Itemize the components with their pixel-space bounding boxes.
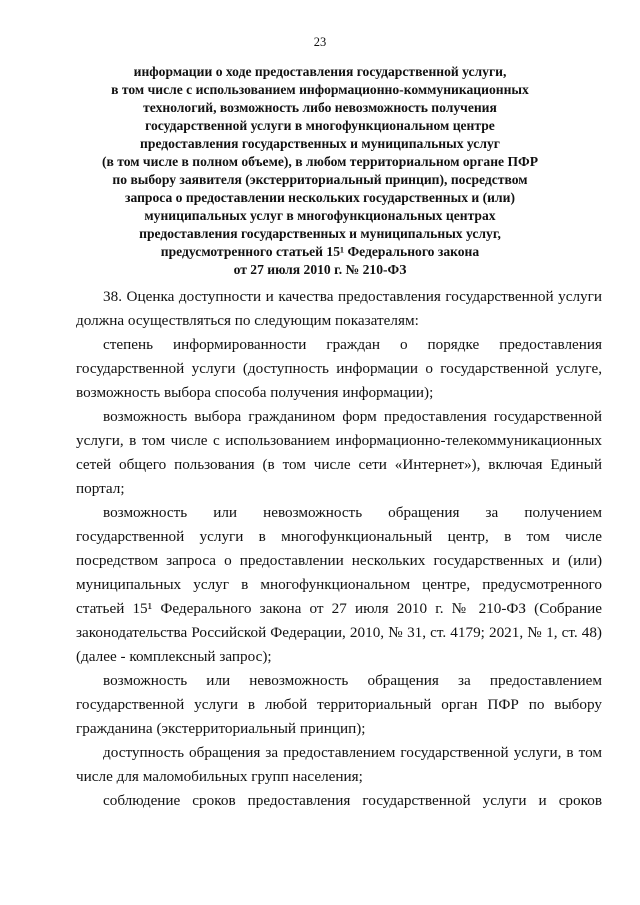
- paragraph-line: посредством запроса о предоставлении нескольких государственных и (или): [76, 552, 602, 569]
- paragraph-line: государственной услуги (доступность информации о государственной услуге,: [76, 360, 602, 377]
- heading-line: в том числе с использованием информационно-коммуникационных: [111, 82, 529, 97]
- heading-line: по выбору заявителя (экстерриториальный принцип), посредством: [112, 172, 528, 187]
- paragraph-line: услуги, в том числе с использованием информационно-телекоммуникационных: [76, 432, 602, 449]
- paragraph-line: соблюдение сроков предоставления государственной услуги и сроков: [103, 792, 602, 809]
- paragraph-line: гражданина (экстерриториальный принцип);: [76, 720, 366, 737]
- paragraph-form-choice: [76, 405, 602, 501]
- heading-line: предусмотренного статьей 15¹ Федерального закона: [160, 244, 480, 259]
- heading-line: от 27 июля 2010 г. № 210-ФЗ: [233, 262, 407, 277]
- body-text: [76, 285, 602, 813]
- heading-line: технологий, возможность либо невозможность получения: [143, 100, 497, 115]
- paragraph-line: числе для маломобильных групп населения;: [76, 768, 363, 785]
- paragraph-line: муниципальных услуг в многофункциональном центре, предусмотренного: [76, 576, 602, 593]
- paragraph-line: должна осуществляться по следующим показателям:: [76, 312, 419, 329]
- heading-line: предоставления государственных и муниципальных услуг: [140, 136, 500, 151]
- heading-line: муниципальных услуг в многофункциональных центрах: [144, 208, 496, 223]
- page-number: 23: [313, 35, 327, 49]
- paragraph-assessment-intro: [76, 285, 602, 333]
- paragraph-line: возможность выбора способа получения информации);: [76, 384, 434, 401]
- heading-line: государственной услуги в многофункциональном центре: [145, 118, 495, 133]
- heading-line: запроса о предоставлении нескольких государственных и (или): [125, 190, 515, 205]
- paragraph-line: 38. Оценка доступности и качества предоставления государственной услуги: [103, 288, 602, 305]
- paragraph-line: возможность или невозможность обращения за получением: [103, 504, 602, 521]
- paragraph-line: государственной услуги в многофункциональный центр, в том числе: [76, 528, 602, 545]
- paragraph-line: законодательства Российской Федерации, 2010, № 31, ст. 4179; 2021, № 1, ст. 48): [76, 624, 602, 641]
- paragraph-line: возможность или невозможность обращения за предоставлением: [103, 672, 602, 689]
- paragraph-line: доступность обращения за предоставлением государственной услуги, в том: [103, 744, 602, 761]
- paragraph-line: портал;: [76, 480, 125, 497]
- paragraph-line: возможность выбора гражданином форм предоставления государственной: [103, 408, 602, 425]
- heading-line: предоставления государственных и муниципальных услуг,: [139, 226, 501, 241]
- paragraph-information-level: [76, 333, 602, 405]
- paragraph-mfc-request: [76, 501, 602, 669]
- paragraph-line: государственной услуги в любой территориальный орган ПФР по выбору: [76, 696, 602, 713]
- paragraph-accessibility: [76, 741, 602, 789]
- section-heading: [40, 63, 600, 279]
- paragraph-deadlines: [76, 789, 602, 813]
- paragraph-line: (далее - комплексный запрос);: [76, 648, 272, 665]
- paragraph-line: степень информированности граждан о порядке предоставления: [103, 336, 602, 353]
- paragraph-extraterritorial: [76, 669, 602, 741]
- heading-line: информации о ходе предоставления государственной услуги,: [133, 64, 507, 79]
- heading-line: (в том числе в полном объеме), в любом территориальном органе ПФР: [101, 154, 539, 169]
- paragraph-line: статьей 15¹ Федерального закона от 27 июля 2010 г. № 210-ФЗ (Собрание: [76, 600, 602, 617]
- paragraph-line: сетей общего пользования (в том числе сети «Интернет»), включая Единый: [76, 456, 602, 473]
